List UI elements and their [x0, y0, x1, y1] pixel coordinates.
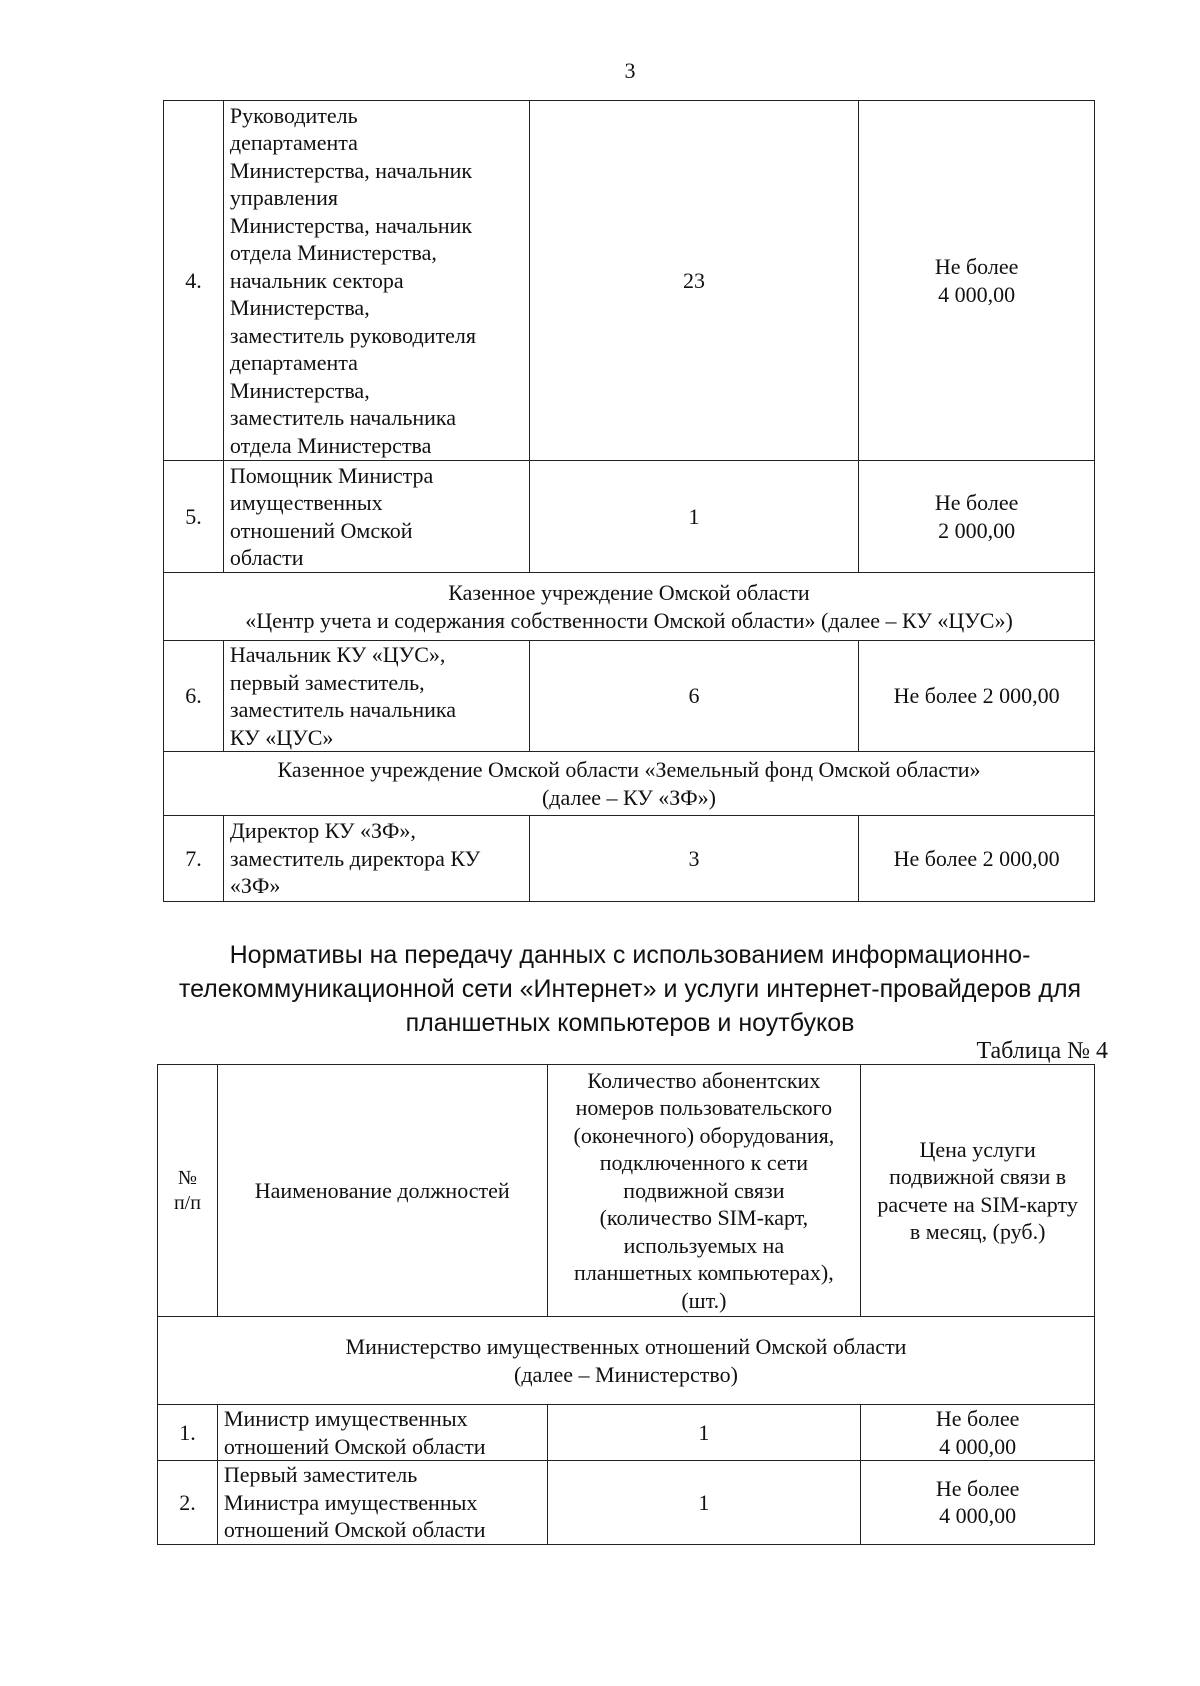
- position-name-line: отдела Министерства: [229, 432, 432, 458]
- position-name-line: Руководитель: [229, 102, 358, 128]
- position-name-line: отдела Министерства,: [229, 240, 437, 266]
- position-name-line: начальник сектора: [229, 267, 404, 293]
- position-name-line: заместитель начальника: [229, 405, 457, 431]
- header-count-cell: [547, 1065, 861, 1317]
- position-name-line: отношений Омской области: [223, 1433, 486, 1459]
- table-row: [164, 816, 1095, 902]
- header-count-line: планшетных компьютерах),: [574, 1260, 834, 1286]
- position-name-line: КУ «ЦУС»: [229, 724, 334, 750]
- header-count-line: Количество абонентских: [587, 1067, 821, 1093]
- position-name-line: Первый заместитель: [223, 1462, 418, 1487]
- section-row: [158, 1317, 1095, 1405]
- header-name-cell: Наименование должностей: [217, 1065, 547, 1317]
- position-name-line: отношений Омской области: [223, 1517, 486, 1542]
- sim-count: 3: [529, 816, 859, 902]
- table-row: [164, 641, 1095, 752]
- price-line: Не более: [934, 254, 1019, 279]
- table-caption: Таблица № 4: [976, 1038, 1108, 1064]
- table-row: [158, 1461, 1095, 1545]
- row-number: 1.: [158, 1405, 218, 1461]
- section-row: [164, 573, 1095, 641]
- section-row: [164, 752, 1095, 816]
- section-line: (далее – Министерство): [514, 1361, 738, 1387]
- section-title-line: телекоммуникационной сети «Интернет» и услуги интернет-провайдеров для: [178, 975, 1082, 1003]
- position-name-line: Директор КУ «ЗФ»,: [229, 818, 416, 844]
- row-number: 6.: [164, 641, 224, 752]
- row-number: 2.: [158, 1461, 218, 1545]
- position-name-line: управления: [229, 185, 338, 211]
- sim-count: 23: [529, 101, 859, 461]
- price-line: Не более 2 000,00: [893, 845, 1060, 871]
- section-title: [140, 938, 1120, 1040]
- price-limit: [859, 101, 1095, 461]
- header-price-line: в месяц, (руб.): [909, 1219, 1046, 1244]
- table-4: [157, 1064, 1095, 1545]
- table-row: [164, 101, 1095, 461]
- price-limit: [859, 461, 1095, 573]
- position-name-line: Министерства, начальник: [229, 212, 473, 238]
- header-count-line: подвижной связи: [623, 1177, 785, 1203]
- positions-table-continued: [163, 100, 1095, 902]
- header-num-cell: [158, 1065, 218, 1317]
- row-number: 4.: [164, 101, 224, 461]
- position-name: [223, 816, 529, 902]
- section-line: (далее – КУ «ЗФ»): [541, 784, 717, 810]
- price-line: 2 000,00: [938, 517, 1016, 543]
- page-number: 3: [624, 58, 636, 83]
- section-line: Казенное учреждение Омской области «Земельный фонд Омской области»: [277, 757, 981, 782]
- price-line: Не более 2 000,00: [893, 683, 1060, 709]
- row-number: 7.: [164, 816, 224, 902]
- section-cell: [158, 1317, 1095, 1405]
- section-cell: [164, 573, 1095, 641]
- position-name-line: заместитель директора КУ: [229, 845, 481, 871]
- price-line: 4 000,00: [939, 1503, 1017, 1529]
- section-line: Казенное учреждение Омской области: [448, 580, 810, 605]
- position-name: [223, 101, 529, 461]
- section-title-line: планшетных компьютеров и ноутбуков: [405, 1009, 855, 1037]
- position-name-line: имущественных: [229, 490, 383, 515]
- table-row: [158, 1405, 1095, 1461]
- position-name-line: отношений Омской: [229, 517, 413, 543]
- sim-count: 1: [547, 1461, 861, 1545]
- header-count-line: (оконечного) оборудования,: [573, 1122, 835, 1148]
- header-count-line: используемых на: [623, 1232, 785, 1258]
- header-count-line: номеров пользовательского: [575, 1095, 833, 1121]
- header-price-cell: [861, 1065, 1095, 1317]
- price-line: Не более: [934, 490, 1019, 515]
- section-line: Министерство имущественных отношений Омской области: [345, 1334, 907, 1359]
- header-price-line: подвижной связи в: [889, 1164, 1067, 1189]
- position-name: [223, 641, 529, 752]
- sim-count: 1: [529, 461, 859, 573]
- position-name-line: области: [229, 545, 304, 570]
- table-row: [164, 461, 1095, 573]
- position-name-line: Министерства, начальник: [229, 157, 473, 183]
- table-header-row: [158, 1065, 1095, 1317]
- price-line: 4 000,00: [938, 281, 1016, 307]
- position-name-line: Министра имущественных: [223, 1489, 478, 1515]
- price-limit: [859, 816, 1095, 902]
- position-name: [217, 1461, 547, 1545]
- section-title-line: Нормативы на передачу данных с использованием информационно-: [229, 941, 1031, 969]
- row-number: 5.: [164, 461, 224, 573]
- price-line: 4 000,00: [939, 1433, 1017, 1459]
- position-name-line: департамента: [229, 350, 358, 376]
- sim-count: 1: [547, 1405, 861, 1461]
- position-name-line: Начальник КУ «ЦУС»,: [229, 642, 446, 667]
- position-name-line: Министр имущественных: [223, 1406, 468, 1431]
- header-price-line: расчете на SIM-карту: [877, 1191, 1078, 1217]
- position-name-line: Министерства,: [229, 377, 370, 403]
- position-name-line: заместитель начальника: [229, 697, 457, 722]
- position-name-line: «ЗФ»: [229, 873, 281, 899]
- price-line: Не более: [935, 1475, 1020, 1501]
- price-line: Не более: [935, 1406, 1020, 1431]
- position-name-line: первый заместитель,: [229, 669, 425, 695]
- position-name-line: департамента: [229, 130, 358, 156]
- header-count-line: (шт.): [681, 1287, 727, 1313]
- price-limit: [861, 1405, 1095, 1461]
- position-name-line: Министерства,: [229, 295, 370, 321]
- position-name: [217, 1405, 547, 1461]
- header-count-line: подключенного к сети: [599, 1150, 809, 1176]
- section-cell: [164, 752, 1095, 816]
- position-name: [223, 461, 529, 573]
- header-count-line: (количество SIM-карт,: [599, 1205, 809, 1231]
- section-line: «Центр учета и содержания собственности Омской области» (далее – КУ «ЦУС»): [245, 607, 1013, 633]
- header-num-line: №: [177, 1166, 197, 1189]
- price-limit: [861, 1461, 1095, 1545]
- header-num-line: п/п: [173, 1191, 201, 1214]
- position-name-line: Помощник Министра: [229, 462, 434, 488]
- header-price-line: Цена услуги: [919, 1136, 1036, 1162]
- price-limit: [859, 641, 1095, 752]
- position-name-line: заместитель руководителя: [229, 322, 476, 348]
- sim-count: 6: [529, 641, 859, 752]
